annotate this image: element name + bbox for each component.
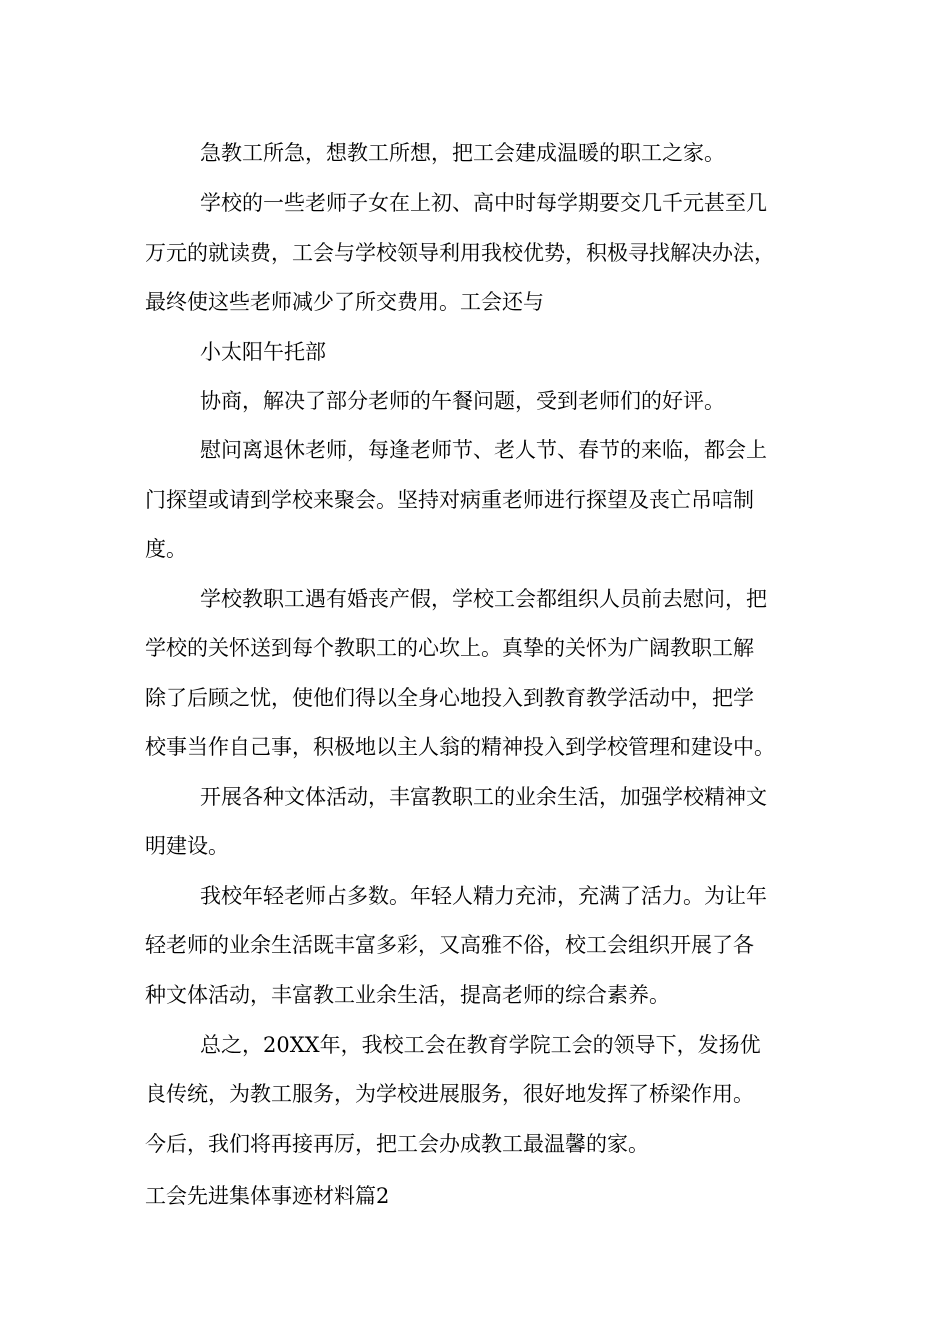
paragraph-line: 学校的关怀送到每个教职工的心坎上。真挚的关怀为广阔教职工解 bbox=[145, 636, 754, 660]
paragraph-line: 良传统，为教工服务，为学校进展服务，很好地发挥了桥梁作用。 bbox=[145, 1082, 754, 1106]
paragraph-line: 万元的就读费，工会与学校领导利用我校优势，积极寻找解决办法， bbox=[145, 241, 775, 265]
paragraph-line: 协商，解决了部分老师的午餐问题，受到老师们的好评。 bbox=[200, 389, 725, 413]
paragraph-line: 总之，20XX年，我校工会在教育学院工会的领导下，发扬优 bbox=[200, 1033, 761, 1057]
paragraph-line: 明建设。 bbox=[145, 834, 229, 858]
section-heading: 工会先进集体事迹材料篇2 bbox=[145, 1184, 390, 1208]
paragraph-line: 学校教职工遇有婚丧产假，学校工会都组织人员前去慰问，把 bbox=[200, 587, 767, 611]
paragraph-line: 开展各种文体活动，丰富教职工的业余生活，加强学校精神文 bbox=[200, 785, 767, 809]
paragraph-line: 轻老师的业余生活既丰富多彩，又高雅不俗，校工会组织开展了各 bbox=[145, 933, 754, 957]
paragraph-line: 学校的一些老师子女在上初、高中时每学期要交几千元甚至几 bbox=[200, 191, 767, 215]
paragraph-line: 门探望或请到学校来聚会。坚持对病重老师进行探望及丧亡吊唁制 bbox=[145, 488, 754, 512]
paragraph-line: 种文体活动，丰富教工业余生活，提高老师的综合素养。 bbox=[145, 983, 670, 1007]
paragraph-line: 除了后顾之忧，使他们得以全身心地投入到教育教学活动中，把学 bbox=[145, 686, 754, 710]
paragraph-line: 我校年轻老师占多数。年轻人精力充沛，充满了活力。为让年 bbox=[200, 884, 767, 908]
paragraph-line: 度。 bbox=[145, 537, 187, 561]
paragraph-line: 最终使这些老师减少了所交费用。工会还与 bbox=[145, 290, 544, 314]
paragraph-line: 小太阳午托部 bbox=[200, 340, 326, 364]
paragraph-line: 急教工所急，想教工所想，把工会建成温暖的职工之家。 bbox=[200, 141, 725, 165]
paragraph-line: 校事当作自己事，积极地以主人翁的精神投入到学校管理和建设中。 bbox=[145, 735, 775, 759]
paragraph-line: 慰问离退休老师，每逢老师节、老人节、春节的来临，都会上 bbox=[200, 438, 767, 462]
paragraph-line: 今后，我们将再接再厉，把工会办成教工最温馨的家。 bbox=[145, 1132, 649, 1156]
